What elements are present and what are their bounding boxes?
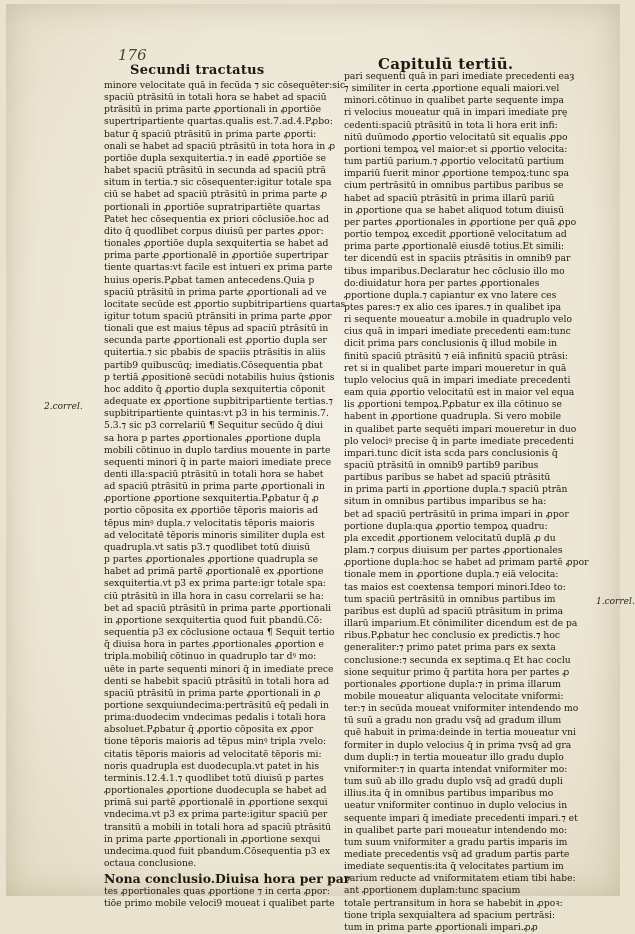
text-line: mediate precedentis vsq̄ ad gradum partis parte bbox=[344, 849, 570, 860]
text-line: hoc addito q̄ ꝓportio dupla sexquitertia cōponit bbox=[104, 383, 325, 395]
text-line: situm in omnibus partibus imparibus se ha: bbox=[344, 496, 547, 508]
text-line: ret si in qualibet parte impari moueretur in quā bbox=[344, 362, 567, 374]
text-line: prima:duodecim vndecimas pedalis i totali hora bbox=[104, 712, 326, 724]
text-line: portione dupla:qua ꝓportio tempoꝝ quadru: bbox=[344, 520, 548, 532]
text-line: prima parte ꝓportionalē eiusdē totius.Et simili: bbox=[344, 241, 565, 253]
text-line: prima parte ꝓportionalē in ꝓportiōe supertripar bbox=[104, 250, 329, 262]
text-line: portionali in ꝓportiōe supratripartiēte quartas bbox=[104, 201, 321, 213]
text-line: transitū a mobili in totali hora ad spaciū ptrāsitū bbox=[104, 821, 332, 833]
text-line: huius operis.Pꝓbat tamen antecedens.Quia p bbox=[104, 274, 315, 286]
text-line: ciū ptrāsitū in illa hora in casu correlarii se ha: bbox=[104, 590, 324, 602]
text-line: dum dupli:⁊ in tertia moueatur illo gradu duplo bbox=[344, 751, 564, 763]
text-line: quadrupla.vt satis p3.⁊ quodlibet totū diuisū bbox=[104, 541, 311, 553]
text-line: habent in ꝓportione quadrupla. Si vero mobile bbox=[344, 411, 562, 423]
text-line: tuplo velocius quā in impari imediate precedenti bbox=[344, 374, 571, 386]
text-line: ri velocius moueatur quā in impari imediate prę bbox=[344, 107, 568, 119]
text-line: tiōe primo mobile veloci9 moueat i qualibet parte bbox=[104, 898, 335, 910]
text-line: absoluet.Pꝓbatur q̄ ꝓportio cōposita ex ꝓpor bbox=[104, 724, 314, 736]
text-line: minori.cōtinuo in qualibet parte sequente impa bbox=[344, 95, 564, 107]
text-line: bet ad spaciū ptrāsitū in prima parte ꝓportionali bbox=[104, 602, 332, 614]
text-line: quē habuit in prima:deinde in tertia moueatur vni bbox=[344, 727, 576, 739]
conclusion-heading: Nona conclusio.Diuisa hora per par bbox=[104, 871, 351, 887]
text-line: ter dicendū est in spaciis ptrāsitis in omnib9 par bbox=[344, 253, 571, 265]
folio-number: 176 bbox=[118, 46, 147, 64]
text-line: tionales ꝓportiōe dupla sexquitertia se habet ad bbox=[104, 238, 329, 250]
text-line: ꝓportionales ꝓportione duodecupla se habet ad bbox=[104, 785, 327, 797]
text-line: do:diuidatur hora per partes ꝓportionales bbox=[344, 277, 540, 289]
text-line: 5.3.⁊ sic p3 correlariū ¶ Sequitur secūdo q̄ diui bbox=[104, 420, 324, 432]
text-line: impariū fuerit minor ꝓportione tempoꝝ:tunc spa bbox=[344, 168, 569, 180]
text-line: supbitripartiente quintas:vt p3 in his terminis.7. bbox=[104, 408, 329, 420]
text-line: primā sui partē ꝓportionalē in ꝓportione sexqui bbox=[104, 797, 328, 809]
text-line: habet spaciū ptrāsitū in secunda ad spaciū ptrā bbox=[104, 165, 326, 177]
text-line: ad spaciū ptrāsitū in prima parte ꝓportionali in bbox=[104, 481, 325, 493]
text-line: tum suū ab illo gradu duplo vsq̄ ad gradū dupli bbox=[344, 776, 563, 788]
text-line: mobili cōtinuo in duplo tardius mouente in parte bbox=[104, 444, 331, 456]
text-line: adequate ex ꝓportione supbitripartiente tertias.⁊ bbox=[104, 396, 333, 408]
text-line: tionali que est maius tēpus ad spaciū ptrāsitū in bbox=[104, 323, 329, 335]
text-line: denti se habebit spaciū ptrāsitū in totali hora ad bbox=[104, 675, 330, 687]
right-text-column bbox=[344, 71, 594, 934]
left-text-column bbox=[104, 80, 351, 910]
text-line: cius quā in impari imediate precedenti eam:tunc bbox=[344, 326, 571, 338]
text-line: citatis tēporis maioris ad velocitatē tēporis mi: bbox=[104, 748, 322, 760]
text-line: generaliter:⁊ primo patet prima pars ex sexta bbox=[344, 642, 556, 654]
text-line: tum partiū parium.⁊ ꝓportio velocitatū partium bbox=[344, 156, 565, 168]
text-line: spaciū ptrāsitū in prima parte ꝓportionali ad ve bbox=[104, 286, 327, 298]
text-line: imediate sequentis:ita q̄ velocitates partium im bbox=[344, 861, 564, 873]
text-line: ꝓportione ꝓportione sexquitertia.Pꝓbatur q̄ ꝓ bbox=[104, 493, 319, 505]
text-line: tum suum vniformiter a gradu partis imparis im bbox=[344, 836, 568, 848]
text-line: batur q̄ spaciū ptrāsitū in prima parte ꝓporti: bbox=[104, 128, 317, 140]
text-line: onali se habet ad spaciū ptrāsitū in tota hora in ꝓ bbox=[104, 140, 336, 152]
text-line: p partes ꝓportionales ꝓportione quadrupla se bbox=[104, 554, 318, 566]
text-line: pari sequenti quā in pari imediate precedenti eaȝ bbox=[344, 71, 575, 82]
text-line: bet ad spaciū pertrāsitū in prima impari in ꝓpor bbox=[344, 508, 569, 520]
text-line: sequenti minori q̄ in parte maiori imediate prece bbox=[104, 456, 332, 468]
text-line: paribus est duplū ad spaciū ptrāsitum in prima bbox=[344, 605, 564, 617]
text-line: portio cōposita ex ꝓportiōe tēporis maioris ad bbox=[104, 505, 319, 517]
text-line: illius.ita q̄ in omnibus partibus imparibus mo bbox=[344, 788, 554, 800]
text-line: ri sequente moueatur a.mobile in quadruplo velo bbox=[344, 314, 572, 326]
running-head-right: Capitulū tertiū. bbox=[378, 55, 514, 73]
text-line: vniformiter:⁊ in quarta intendat vniformiter mo: bbox=[344, 763, 568, 775]
text-line: minore velocitate quā in fecūda ⁊ sic cōsequēter:sic bbox=[104, 80, 346, 91]
text-line: tione tripla sexquialtera ad spacium pertrāsi: bbox=[344, 909, 556, 921]
text-line: habet ad spaciū ptrāsitū in prima illarū pariū bbox=[344, 192, 555, 204]
text-line: ⁊ similiter in certa ꝓportione equali maiori.vel bbox=[344, 83, 560, 95]
text-line: tione tēporis maioris ad tēpus minꝰ tripla ⁊velo: bbox=[104, 736, 327, 748]
text-line: ptrāsitū in prima parte ꝓportionali in ꝓportiōe bbox=[104, 104, 322, 116]
text-line: nitū duūmodo ꝓportio velocitatū sit equalis ꝓpo bbox=[344, 131, 568, 143]
text-line: secunda parte ꝓportionali est ꝓportio dupla ser bbox=[104, 335, 327, 347]
text-line: tionale mem in ꝓportione dupla.⁊ eiā velocita: bbox=[344, 569, 559, 581]
text-line: spaciū ptrāsitū in totali hora se habet ad spaciū bbox=[104, 92, 327, 104]
text-line: Patet hec cōsequentia ex priori cōclusiōe.hoc ad bbox=[104, 213, 330, 225]
text-line: tas maios est coextensa tempori minori.Ideo to: bbox=[344, 581, 566, 593]
marginal-note-left: 2.correl. bbox=[44, 402, 83, 412]
text-line: tēpus minꝰ dupla.⁊ velocitatis tēporis maioris bbox=[104, 517, 315, 529]
running-head-left: Secundi tractatus bbox=[130, 63, 265, 78]
text-line: octaua conclusione. bbox=[104, 858, 197, 869]
text-line: spaciū ptrāsitū in omnib9 partib9 paribus bbox=[344, 460, 539, 471]
text-line: tibus imparibus.Declaratur hec cōclusio illo mo bbox=[344, 265, 565, 277]
text-line: in prima parti in ꝓportione dupla.⁊ spaciū ptrān bbox=[344, 484, 568, 496]
text-line: illarū imparium.Et cōnimiliter dicendum est de pa bbox=[344, 618, 578, 630]
text-line: p tertiā ꝓpositionē secūdi notabilis huius q̄stionis bbox=[104, 371, 335, 383]
text-line: in qualibet parte sequēti impari moueretur in duo bbox=[344, 423, 577, 435]
text-line: vndecima.vt p3 ex prima parte:igitur spaciū per bbox=[104, 809, 328, 821]
text-line: plo velociꝰ precise q̄ in parte imediate precedenti bbox=[344, 435, 574, 447]
text-line: sa hora p partes ꝓportionales ꝓportione dupla bbox=[104, 432, 321, 444]
text-line: ptes pares:⁊ ex alio ces ipares.⁊ in qualibet ipa bbox=[344, 301, 562, 313]
text-line: tiente quartas:vt facile est intueri ex prima parte bbox=[104, 262, 333, 274]
text-line: in prima parte ꝓportionali in ꝓportione sexqui bbox=[104, 833, 321, 845]
text-line: pla excedit ꝓportionem velocitatū duplā ꝓ du bbox=[344, 532, 556, 544]
text-line: noris quadrupla est duodecupla.vt patet in his bbox=[104, 760, 320, 772]
text-line: cium pertrāsitū in omnibus partibus paribus se bbox=[344, 180, 564, 192]
text-line: habet ad primā partē ꝓportionalē ex ꝓportione bbox=[104, 566, 324, 578]
text-line: situm in tertia.⁊ sic cōsequenter:igitur totale spa bbox=[104, 177, 332, 189]
text-line: tripla.mobiliq̄ cōtinuo in quadruplo tar dꝰ mo: bbox=[104, 651, 317, 663]
text-line: denti illa:spaciū ptrāsitū in totali hora se habet bbox=[104, 469, 324, 480]
text-line: undecima.quod fuit pbandum.Cōsequentia p3 ex bbox=[104, 845, 331, 857]
text-line: dito q̄ quodlibet corpus diuisū per partes ꝓpor: bbox=[104, 225, 324, 237]
text-line: mobile moueatur aliquanta velocitate vniformi: bbox=[344, 690, 564, 702]
book-page bbox=[6, 4, 635, 933]
text-line: q̄ diuisa hora in partes ꝓportionales ꝓportion e bbox=[104, 639, 324, 651]
text-line: in qualibet parte pari moueatur intendendo mo: bbox=[344, 824, 568, 836]
text-line: portiōe dupla sexquitertia.⁊ in eadē ꝓportiōe se bbox=[104, 152, 326, 164]
text-line: conclusione:⁊ secunda ex septima.q Et hac coclu bbox=[344, 654, 571, 666]
text-line: dicit prima pars conclusionis q̄ illud mobile in bbox=[344, 338, 558, 350]
text-line: uēte in parte sequenti minori q̄ in imediate prece bbox=[104, 663, 334, 675]
text-line: locitate secūde est ꝓportio supbitripartiens quartas bbox=[104, 298, 346, 310]
text-line: sequente impari q̄ imediate precedenti impari.⁊ et bbox=[344, 812, 578, 824]
text-line: supertripartiente quartas.qualis est.7.ad.4.Pꝓbo: bbox=[104, 116, 333, 128]
text-line: ꝓportione dupla:hoc se habet ad primam partē ꝓpor bbox=[344, 557, 589, 569]
text-line: partib9 quibuscūq; imediatis.Cōsequentia pbat bbox=[104, 359, 323, 371]
text-line: in ꝓportione sexquitertia quod fuit pbandū.Cō: bbox=[104, 614, 323, 626]
text-line: ꝓportione dupla.⁊ capiantur ex vno latere ces bbox=[344, 289, 557, 301]
text-line: portioni tempoꝝ vel maior:et si ꝓportio velocita: bbox=[344, 143, 568, 155]
text-line: ribus.Pꝓbatur hec conclusio ex predictis.⁊ hoc bbox=[344, 630, 561, 642]
text-line: partibus paribus se habet ad spaciū ptrāsitū bbox=[344, 472, 551, 484]
text-line: ciū se habet ad spaciū ptrāsitū in prima parte ꝓ bbox=[104, 189, 328, 201]
text-line: totale pertransitum in hora se habebit in ꝓpoꝛ: bbox=[344, 897, 563, 909]
text-line: tū suū a gradu non gradu vsq̄ ad gradum illum bbox=[344, 715, 562, 727]
text-line: plam.⁊ corpus diuisum per partes ꝓportionales bbox=[344, 545, 563, 557]
text-line: ant ꝓportionem duplam:tunc spacium bbox=[344, 885, 521, 897]
text-line: tum in prima parte ꝓportionali impari.ꝓꝓ bbox=[344, 921, 538, 933]
marginal-note-right: 1.correl. bbox=[596, 597, 635, 607]
text-line: lis ꝓportioni tempoꝝ.Pꝓbatur ex illa cōtinuo se bbox=[344, 399, 562, 411]
text-line: in ꝓportione qua se habet aliquod totum diuisū bbox=[344, 204, 564, 216]
text-line: finitū spaciū ptrāsitū ⁊ eiā infinitū spaciū ptrāsi: bbox=[344, 350, 568, 362]
text-line: eam quia ꝓportio velocitatū est in maior vel equa bbox=[344, 387, 575, 399]
text-line: sequentia p3 ex cōclusione octaua ¶ Sequit tertio bbox=[104, 627, 335, 639]
text-line: per partes ꝓportionales in ꝓportione per quā ꝓpo bbox=[344, 216, 577, 228]
text-line: ueatur vniformiter continuo in duplo velocius in bbox=[344, 800, 568, 812]
text-line: ad velocitatē tēporis minoris similiter dupla est bbox=[104, 529, 325, 541]
text-line: formiter in duplo velocius q̄ in prima ⁊vsq̄ ad gra bbox=[344, 739, 572, 751]
text-line: portione sexquiundecima:pertrāsitū eq̄ pedali in bbox=[104, 699, 329, 711]
text-line: parium reducte ad vniformitatem etiam tibi habe: bbox=[344, 873, 576, 885]
text-line: tes ꝓportionales quas ꝓportione ⁊ in certa ꝓpor: bbox=[104, 886, 330, 898]
text-line: portionales ꝓportione dupla:⁊ in prima illarum bbox=[344, 678, 561, 690]
text-line: tum spaciū pertrāsitū in omnibus partibus im bbox=[344, 593, 556, 605]
text-line: cedenti:spaciū ptrāsitū in tota li hora erit infi: bbox=[344, 119, 558, 131]
text-line: impari.tunc dicit ista scda pars conclusionis q̄ bbox=[344, 447, 558, 459]
text-line: sione sequitur primo q̄ partita hora per partes ꝓ bbox=[344, 666, 570, 678]
text-line: portio tempoꝝ excedit ꝓportionē velocitatum ad bbox=[344, 229, 567, 241]
text-line: terminis.12.4.1.⁊ quodlibet totū diuisū p partes bbox=[104, 772, 324, 784]
text-line: sexquitertia.vt p3 ex prima parte:igr totale spa: bbox=[104, 578, 326, 590]
text-line: igitur totum spaciū ptrānsiti in prima parte ꝓpor bbox=[104, 310, 332, 322]
text-line: spaciū ptrāsitū in prima parte ꝓportionali in ꝓ bbox=[104, 687, 321, 699]
text-line: ter:⁊ in secūda moueat vniformiter intendendo mo bbox=[344, 703, 579, 715]
text-line: quitertia.⁊ sic pbabis de spaciis ptrāsitis in aliis bbox=[104, 347, 326, 359]
